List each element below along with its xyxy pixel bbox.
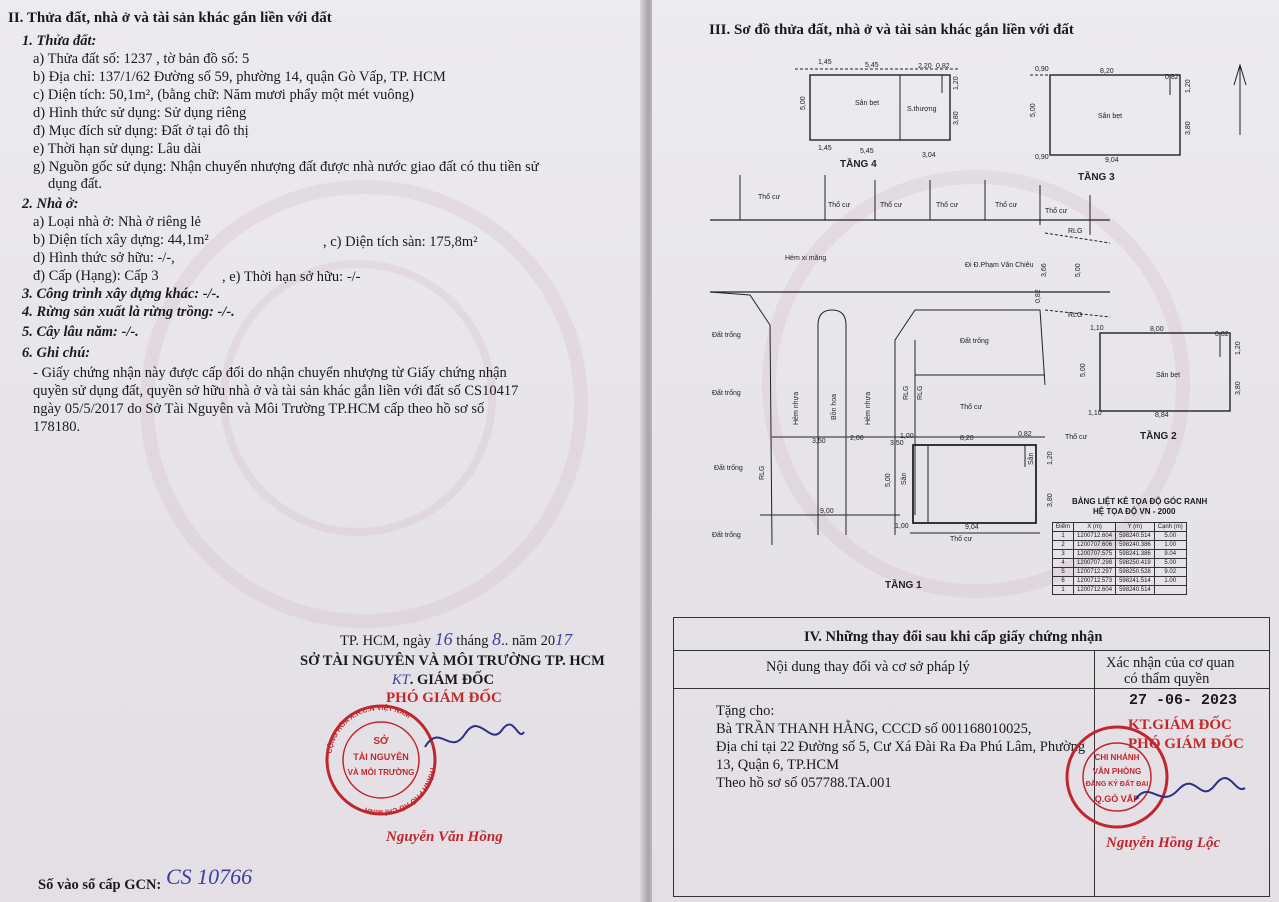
planted-forest: 4. Rừng sản xuất là rừng trồng: -/-. [22, 304, 235, 320]
f4-dim-3: 2,20 [918, 63, 932, 70]
house-build-area: b) Diện tích xây dựng: 44,1m² [33, 232, 209, 248]
date-prefix: TP. HCM, ngày [340, 633, 432, 649]
floor2-label: TẦNG 2 [1140, 431, 1177, 442]
changes-table [673, 617, 1270, 897]
perennial-trees: 5. Cây lâu năm: -/-. [22, 324, 139, 340]
coord-table-header [1053, 523, 1187, 532]
f3-dim-side: 5,00 [1030, 103, 1037, 117]
date-year-label: năm 20 [512, 633, 556, 649]
dattrong-3: Đất trống [712, 390, 741, 397]
house-type-line: a) Loại nhà ở: Nhà ở riêng lẻ [33, 214, 201, 230]
f1-dim-g: 9,00 [820, 508, 834, 515]
coord-cell: 4 [1053, 559, 1074, 568]
confirm-kt: KT.GIÁM ĐỐC [1128, 717, 1232, 733]
change-line-2: Bà TRẦN THANH HẰNG, CCCD số 001168010025, [716, 721, 1032, 737]
change-line-3: Địa chỉ tại 22 Đường số 5, Cư Xá Đài Ra Đa Phú Lâm, Phường [716, 739, 1086, 755]
road-dim-2: 5,00 [1075, 263, 1082, 277]
coord-cell: 3 [1053, 550, 1074, 559]
dattrong-1: Đất trống [712, 332, 741, 339]
f2-dim-4: 1,10 [1088, 410, 1102, 417]
col-confirm-header-2: có thẩm quyền [1124, 671, 1210, 687]
f1-dim-i: 1,00 [895, 523, 909, 530]
house-grade: đ) Cấp (Hạng): Cấp 3 [33, 268, 159, 284]
f4-dim-2: 5,45 [865, 62, 879, 69]
coord-cell: 598241.514 [1116, 577, 1155, 586]
land-address-line: b) Địa chỉ: 137/1/62 Đường số 59, phường 14, quận Gò Vấp, TP. HCM [33, 69, 446, 85]
f3-dim-1: 0,90 [1035, 66, 1049, 73]
book-number: CS 10766 [166, 864, 253, 889]
coord-cell: 1200707.606 [1074, 541, 1116, 550]
coord-cell: 598240.514 [1116, 532, 1155, 541]
land-origin-line-2: dụng đất. [48, 176, 102, 192]
coord-cell: 598241.386 [1116, 550, 1155, 559]
branch-seal-3: ĐĂNG KÝ ĐẤT ĐAI [1085, 781, 1149, 788]
coord-cell: 598250.528 [1116, 568, 1155, 577]
coord-row [1053, 532, 1187, 541]
dattrong-5: Đất trống [712, 532, 741, 539]
coord-row [1053, 559, 1187, 568]
coord-row [1053, 541, 1187, 550]
coord-cell: 1200707.298 [1074, 559, 1116, 568]
land-term-line: e) Thời hạn sử dụng: Lâu dài [33, 141, 202, 157]
f1-dim-c: 3,50 [890, 440, 904, 447]
f1-dim-r2: 3,80 [1047, 493, 1054, 507]
f1-dim-side: 5,00 [885, 473, 892, 487]
hem-nhua-2: Hẻm nhựa [865, 391, 872, 425]
f1-san-2: Sân [1028, 452, 1035, 465]
date-year: 17 [555, 630, 573, 649]
date-month: 8 [492, 629, 502, 649]
road-dim-1: 3,66 [1041, 263, 1048, 277]
f4-dim-r1: 1,20 [953, 76, 960, 90]
f2-dim-side: 5,00 [1080, 363, 1087, 377]
svg-text:CỘNG HÒA X.H.C.N VIỆT NAM [325, 703, 411, 754]
signature-left-icon [420, 712, 530, 762]
coord-cell: 2 [1053, 541, 1074, 550]
f4-santhuong: S.thượng [907, 106, 937, 113]
f2-dim-5: 8,84 [1155, 412, 1169, 419]
floor1-label: TẦNG 1 [885, 580, 922, 591]
dattrong-2: Đất trống [960, 338, 989, 345]
coord-cell: 1200712.297 [1074, 568, 1116, 577]
coord-cell: 1 [1053, 532, 1074, 541]
section3-title: III. Sơ đồ thửa đất, nhà ở và tài sản khác gắn liền với đất [709, 22, 1074, 38]
f4-dim-4: 0,82 [936, 63, 950, 70]
issue-date: TP. HCM, ngày 16 tháng 8.. năm 2017 [340, 629, 573, 649]
change-line-5: Theo hồ sơ số 057788.TA.001 [716, 775, 892, 791]
parcel-diagram [700, 55, 1260, 600]
coord-cell: 1200712.573 [1074, 577, 1116, 586]
coord-cell: 1.00 [1154, 577, 1186, 586]
coord-cell: 6 [1053, 577, 1074, 586]
hem-nhua-1: Hẻm nhựa [793, 391, 800, 425]
f4-dim-side: 5,00 [800, 96, 807, 110]
rlg-3: RLG [903, 385, 910, 400]
confirm-signer: Nguyễn Hồng Lộc [1106, 835, 1221, 851]
coord-header-cell: Cạnh (m) [1154, 523, 1186, 532]
thocu-3: Thổ cư [880, 202, 903, 209]
confirm-deputy: PHÓ GIÁM ĐỐC [1128, 736, 1244, 752]
issuing-authority: SỞ TÀI NGUYÊN VÀ MÔI TRƯỜNG TP. HCM [300, 653, 605, 669]
left-signer-name: Nguyễn Văn Hồng [386, 829, 503, 845]
f2-dim-r1: 1,20 [1235, 341, 1242, 355]
f4-dim-5: 1,45 [818, 145, 832, 152]
f1-dim-a: 3,50 [812, 438, 826, 445]
coord-header-cell: Y (m) [1116, 523, 1155, 532]
coord-cell: 5.00 [1154, 532, 1186, 541]
coord-table-title-1: BẢNG LIỆT KÊ TỌA ĐỘ GÓC RANH [1072, 497, 1208, 506]
coord-cell: 5 [1053, 568, 1074, 577]
coord-cell: 598240.514 [1116, 586, 1155, 595]
change-line-4: 13, Quận 6, TP.HCM [716, 757, 839, 773]
director-label: . GIÁM ĐỐC [409, 672, 494, 688]
thocu-4: Thổ cư [936, 202, 959, 209]
kt-mark: KT [392, 672, 410, 688]
coord-cell: 1200712.604 [1074, 532, 1116, 541]
coord-header-cell: Điểm [1053, 523, 1074, 532]
dattrong-4: Đất trống [714, 465, 743, 472]
f3-dim-r1: 1,20 [1185, 79, 1192, 93]
f3-dim-r2: 3,80 [1185, 121, 1192, 135]
col-confirm-header-1: Xác nhận của cơ quan [1106, 655, 1235, 671]
coord-cell: 1.00 [1154, 541, 1186, 550]
confirm-date: 27 -06- 2023 [1129, 692, 1238, 709]
coord-row [1053, 550, 1187, 559]
coord-table-title-2: HỆ TỌA ĐỘ VN - 2000 [1093, 507, 1176, 516]
note-line-2: quyền sử dụng đất, quyền sở hữu nhà ở và tài sản khác gắn liền với đất số CS10417 [33, 383, 519, 399]
f1-san: Sân [901, 472, 908, 485]
deputy-director-stamp: PHÓ GIÁM ĐỐC [386, 690, 502, 706]
note-line-3: ngày 05/5/2017 do Sở Tài Nguyên và Môi Trường TP.HCM cấp theo hồ sơ số [33, 401, 485, 417]
coord-cell: 1 [1053, 586, 1074, 595]
coord-cell: 1200707.575 [1074, 550, 1116, 559]
coord-cell: 5.00 [1154, 559, 1186, 568]
f4-dim-r2: 3,80 [953, 111, 960, 125]
notes-heading: 6. Ghi chú: [22, 345, 91, 361]
thocu-8: Thổ cư [950, 536, 973, 543]
road-dim-3: 0,82 [1035, 289, 1042, 303]
f1-dim-b: 2,00 [850, 435, 864, 442]
f2-thocu: Thổ cư [1065, 434, 1088, 441]
signature-right-icon [1130, 770, 1250, 815]
f4-dim-7: 3,04 [922, 152, 936, 159]
coord-cell: 9.02 [1154, 568, 1186, 577]
rlg-1: RLG [1068, 228, 1083, 235]
seal-center-3: VÀ MÔI TRƯỜNG [347, 768, 415, 777]
f1-dim-r1: 1,20 [1047, 451, 1054, 465]
f4-sanbet: Sân bẹt [855, 100, 880, 107]
house-heading: 2. Nhà ở: [22, 196, 79, 212]
seal-center-2: TÀI NGUYÊN [353, 752, 409, 762]
coord-cell: 9.04 [1154, 550, 1186, 559]
land-area-line: c) Diện tích: 50,1m², (bằng chữ: Năm mươi phẩy một mét vuông) [33, 87, 414, 103]
coord-cell [1154, 586, 1186, 595]
seal-top-text: CỘNG HÒA X.H.C.N VIỆT NAM [326, 704, 412, 755]
coord-header-cell: X (m) [1074, 523, 1116, 532]
col-content-header: Nội dung thay đổi và cơ sở pháp lý [766, 659, 970, 675]
thocu-1: Thổ cư [758, 194, 781, 201]
date-day: 16 [434, 629, 453, 649]
hem-xi-mang: Hẻm xi măng [785, 255, 827, 262]
coord-cell: 598240.386 [1116, 541, 1155, 550]
thocu-7: Thổ cư [960, 404, 983, 411]
seal-bottom-text: THÀNH PHỐ HỒ CHÍ MINH [364, 765, 436, 816]
thocu-6: Thổ cư [1045, 208, 1068, 215]
coord-cell: 1200712.604 [1074, 586, 1116, 595]
f3-sanbet: Sân bẹt [1098, 113, 1123, 120]
f3-dim-2: 8,20 [1100, 68, 1114, 75]
land-heading: 1. Thửa đất: [22, 33, 97, 49]
section4-title: IV. Những thay đổi sau khi cấp giấy chứng nhận [804, 629, 1103, 645]
f2-dim-2: 8,00 [1150, 326, 1164, 333]
coordinate-table [1052, 522, 1187, 595]
seal-center-1: SỞ [373, 736, 389, 747]
f2-dim-1: 1,10 [1090, 325, 1104, 332]
branch-seal-4: Q.GÒ VẤP [1094, 794, 1140, 804]
f1-dim-f: 0,82 [1018, 431, 1032, 438]
land-use-form-line: d) Hình thức sử dụng: Sử dụng riêng [33, 105, 247, 121]
f2-sanbet: Sân bẹt [1156, 372, 1181, 379]
change-line-1: Tặng cho: [716, 703, 775, 719]
road-direction: Đi Đ.Phạm Văn Chiêu [965, 262, 1034, 269]
f1-dim-d: 1,00 [900, 433, 914, 440]
date-month-label: tháng [456, 633, 489, 649]
f1-dim-h: 9,04 [965, 524, 979, 531]
house-ownership-term: , e) Thời hạn sở hữu: -/- [222, 269, 361, 285]
director-title [392, 671, 494, 689]
coord-row [1053, 577, 1187, 586]
floor4-label: TẦNG 4 [840, 159, 877, 170]
f3-dim-3: 0,82 [1165, 74, 1179, 81]
coord-cell: 598250.419 [1116, 559, 1155, 568]
branch-seal-1: CHI NHÁNH [1094, 753, 1140, 762]
thocu-2: Thổ cư [828, 202, 851, 209]
rlg-5: RLG [759, 465, 766, 480]
floor3-label: TẦNG 3 [1078, 172, 1115, 183]
note-line-4: 178180. [33, 419, 81, 435]
land-parcel-line: a) Thửa đất số: 1237 , tờ bản đồ số: 5 [33, 51, 250, 67]
book-number-label: Số vào sổ cấp GCN: [38, 877, 162, 893]
f1-dim-e: 8,20 [960, 435, 974, 442]
f3-dim-4: 0,90 [1035, 154, 1049, 161]
rlg-4: RLG [917, 385, 924, 400]
f3-dim-5: 9,04 [1105, 157, 1119, 164]
section2-title: II. Thửa đất, nhà ở và tài sản khác gắn liền với đất [8, 10, 332, 26]
land-origin-line: g) Nguồn gốc sử dụng: Nhận chuyển nhượng đất được nhà nước giao đất có thu tiền sử [33, 159, 539, 175]
f4-dim-6: 5,45 [860, 148, 874, 155]
house-ownership-form: d) Hình thức sở hữu: -/-, [33, 250, 175, 266]
branch-seal-2: VĂN PHÒNG [1092, 767, 1142, 776]
rlg-2: RLG [1068, 312, 1083, 319]
f2-dim-3: 0,82 [1215, 331, 1229, 338]
thocu-5: Thổ cư [995, 202, 1018, 209]
f2-dim-r2: 3,80 [1235, 381, 1242, 395]
land-purpose-line: đ) Mục đích sử dụng: Đất ở tại đô thị [33, 123, 249, 139]
other-construction: 3. Công trình xây dựng khác: -/-. [22, 286, 221, 302]
coord-row [1053, 586, 1187, 595]
bon-hoa: Bồn hoa [831, 393, 838, 420]
f4-dim-1: 1,45 [818, 59, 832, 66]
house-floor-area: , c) Diện tích sàn: 175,8m² [323, 234, 478, 250]
coord-row [1053, 568, 1187, 577]
note-line-1: - Giấy chứng nhận này được cấp đổi do nhận chuyển nhượng từ Giấy chứng nhận [33, 365, 507, 381]
